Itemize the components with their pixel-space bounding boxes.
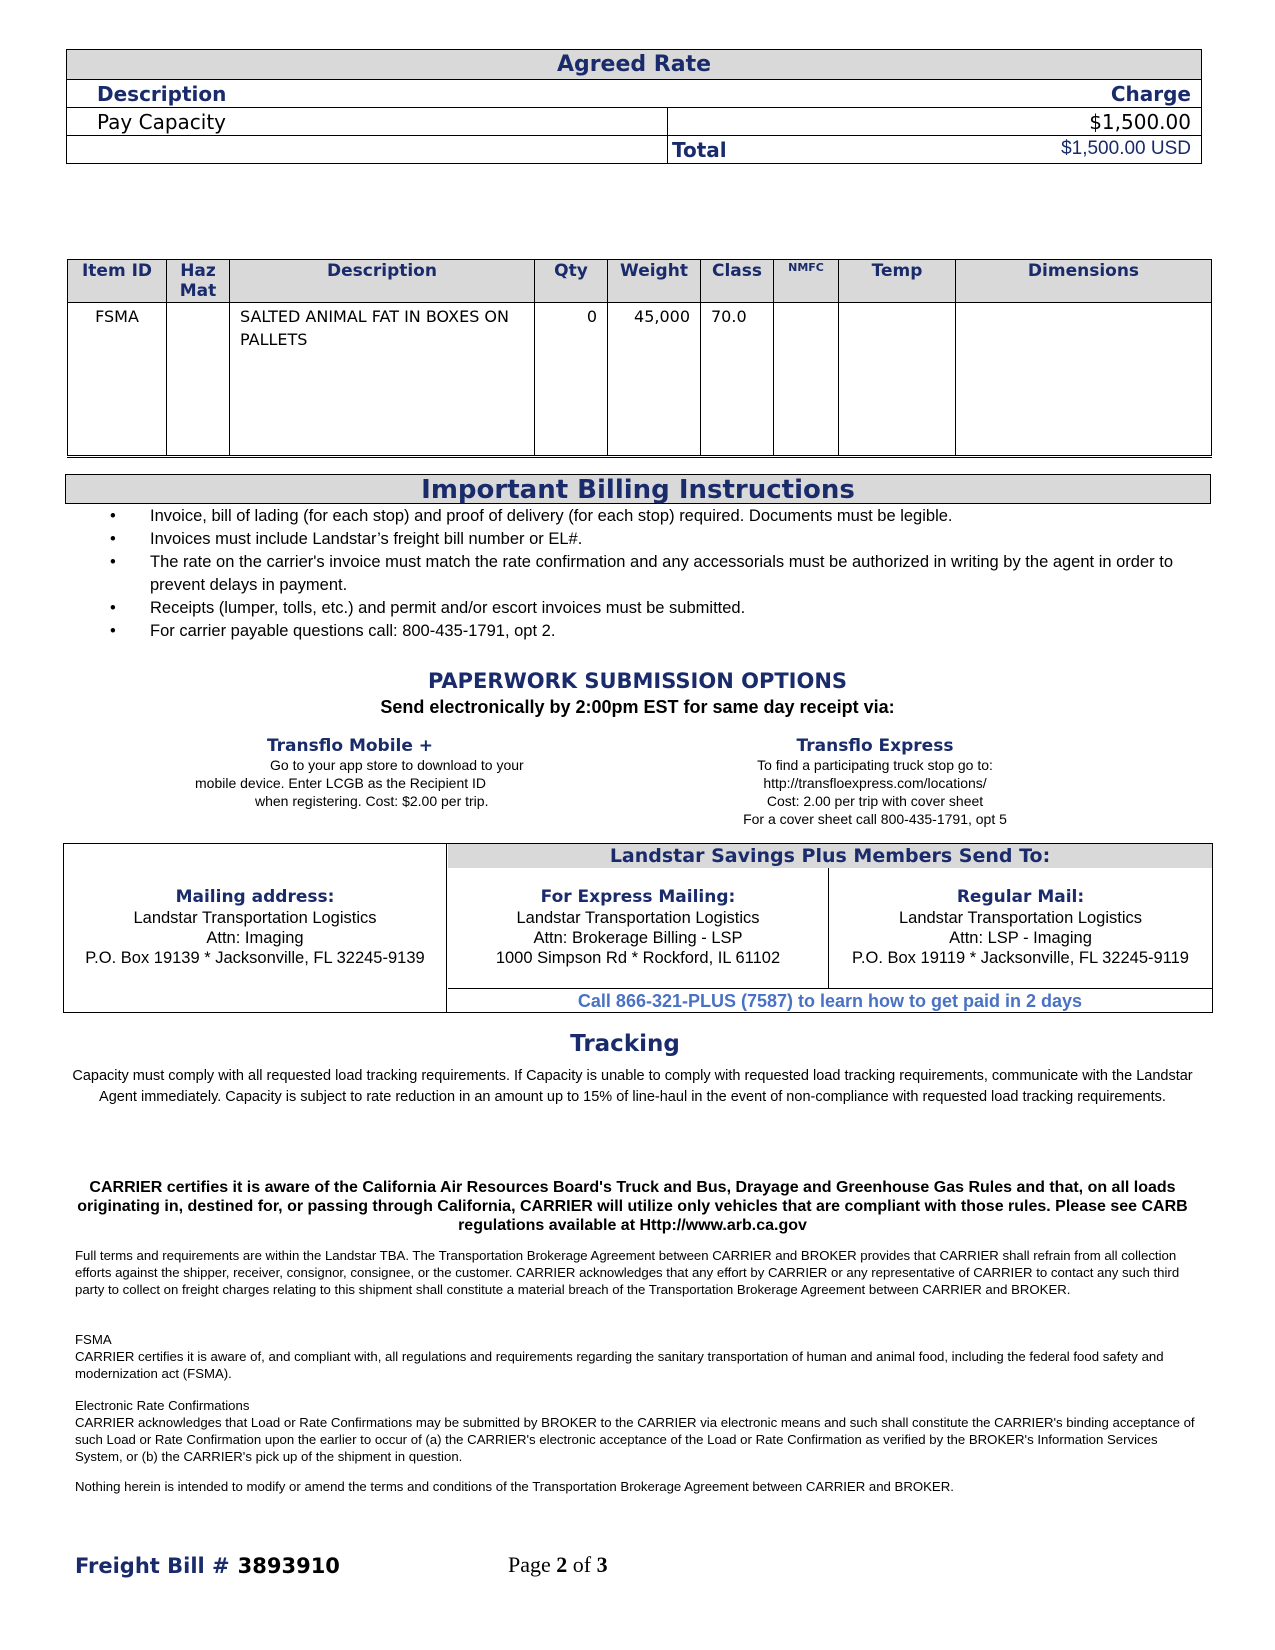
charge-header: Charge	[1110, 81, 1191, 106]
express-line: Cost: 2.00 per trip with cover sheet	[766, 793, 984, 809]
description-header: Description	[97, 81, 227, 106]
page-of: of	[572, 1552, 592, 1577]
cell-description: SALTED ANIMAL FAT IN BOXES ON PALLETS	[230, 303, 535, 457]
page-total: 3	[596, 1552, 608, 1577]
fsma-title: FSMA	[75, 1332, 112, 1347]
address-line: Landstar Transportation Logistics	[898, 909, 1143, 927]
paperwork-title: PAPERWORK SUBMISSION OPTIONS	[427, 669, 848, 693]
line-description: Pay Capacity	[67, 108, 668, 136]
line-charge: $1,500.00	[668, 108, 1202, 136]
nothing-herein-text: Nothing herein is intended to modify or amend the terms and conditions of the Transportation Brokerage Agreement between CARRIER and BROKER.	[75, 1479, 954, 1494]
freight-bill-number: 3893910	[237, 1554, 340, 1578]
col-description: Description	[230, 260, 535, 303]
erc-text: CARRIER acknowledges that Load or Rate Confirmations may be submitted by BROKER to the CARRIER via electronic means and such shall constitute the CARRIER's binding acceptance of such Load or Rate Confirmation upon the earlier to occur of (a) the CARRIER's electronic acceptance of the Load or Rate Confirmation as verified by the BROKER's Information Services System, or (b) the CARRIER's pick up of the shipment in question.	[75, 1415, 1195, 1464]
page-number	[508, 1552, 608, 1578]
cell-nmfc	[774, 303, 839, 457]
cell-weight: 45,000	[608, 303, 701, 457]
cell-item-id: FSMA	[68, 303, 167, 457]
total-value: $1,500.00 USD	[1061, 137, 1191, 159]
regular-mail-title: Regular Mail:	[956, 887, 1085, 907]
billing-list	[110, 505, 1180, 643]
list-item: • For carrier payable questions call: 800-435-1791, opt 2.	[110, 620, 1180, 643]
address-line: Attn: Brokerage Billing - LSP	[533, 929, 743, 947]
address-line: Landstar Transportation Logistics	[516, 909, 760, 927]
tracking-title: Tracking	[570, 1031, 680, 1057]
col-dimensions: Dimensions	[956, 260, 1212, 303]
billing-title: Important Billing Instructions	[65, 474, 1211, 504]
col-qty: Qty	[535, 260, 608, 303]
list-item: • Invoice, bill of lading (for each stop) and proof of delivery (for each stop) required. Documents must be legible.	[110, 505, 1180, 528]
col-temp: Temp	[839, 260, 956, 303]
express-mailing-title: For Express Mailing:	[540, 887, 736, 907]
cell-qty: 0	[535, 303, 608, 457]
transflo-express-title: Transflo Express	[796, 736, 954, 756]
transflo-express-block	[675, 736, 1075, 828]
list-item: • The rate on the carrier's invoice must match the rate confirmation and any accessorials must be authorized in writing by the agent in order to prevent delays in payment.	[110, 551, 1180, 597]
express-line: For a cover sheet call 800-435-1791, opt 5	[743, 811, 1007, 827]
cell-dimensions	[956, 303, 1212, 457]
agreed-rate-title: Agreed Rate	[67, 50, 1202, 80]
mobile-line: mobile device. Enter LCGB as the Recipient ID	[195, 775, 487, 791]
col-nmfc: NMFC	[774, 260, 839, 303]
address-line: P.O. Box 19139 * Jacksonville, FL 32245-9139	[85, 949, 425, 967]
page-word: Page	[508, 1552, 551, 1577]
tracking-text: Capacity must comply with all requested load tracking requirements. If Capacity is unable to comply with requested load tracking requirements, communicate with the Landstar Agent immediately. Capacity is subject to rate reduction in an amount up to 15% of line-haul in the event of non-compliance with requested load tracking requirements.	[72, 1068, 1193, 1105]
cell-temp	[839, 303, 956, 457]
address-line: 1000 Simpson Rd * Rockford, IL 61102	[495, 949, 781, 967]
col-item-id: Item ID	[68, 260, 167, 303]
address-line: Attn: Imaging	[206, 929, 304, 947]
freight-bill	[75, 1554, 340, 1578]
mailing-title: Mailing address:	[175, 887, 335, 907]
total-label: Total	[672, 137, 727, 162]
list-item: • Receipts (lumper, tolls, etc.) and permit and/or escort invoices must be submitted.	[110, 597, 1180, 620]
items-table	[67, 259, 1212, 458]
col-class: Class	[701, 260, 774, 303]
express-line: To find a participating truck stop go to:	[757, 757, 993, 773]
address-line: P.O. Box 19119 * Jacksonville, FL 32245-9119	[852, 949, 1189, 967]
paperwork-subtitle: Send electronically by 2:00pm EST for same day receipt via:	[380, 697, 895, 717]
mailing-address	[64, 844, 447, 1012]
lsp-header: Landstar Savings Plus Members Send To:	[448, 844, 1212, 868]
terms-text: Full terms and requirements are within the Landstar TBA. The Transportation Brokerage Agreement between CARRIER and BROKER provides that CARRIER shall refrain from all collection efforts against the shipper, receiver, consignor, consignee, or the customer. CARRIER acknowledges that any effort by CARRIER or any representative of CARRIER to contact any such third party to collect on freight charges relating to this shipment shall constitute a material breach of the Transportation Brokerage Agreement between CARRIER and BROKER.	[75, 1248, 1180, 1297]
fsma-text: CARRIER certifies it is aware of, and compliant with, all regulations and requirements regarding the sanitary transportation of human and animal food, including the federal food safety and modernization act (FSMA).	[75, 1349, 1164, 1381]
carb-notice: CARRIER certifies it is aware of the California Air Resources Board's Truck and Bus, Drayage and Greenhouse Gas Rules and that, on all loads originating in, destined for, or passing through California, CARRIER will utilize only vehicles that are compliant with those rules. Please see CARB regulations available at Http://www.arb.ca.gov	[77, 1179, 1188, 1234]
lsp-call-link[interactable]: Call 866-321-PLUS (7587) to learn how to get paid in 2 days	[448, 988, 1212, 1013]
mailing-box	[63, 843, 1213, 1013]
transflo-mobile-title: Transflo Mobile +	[266, 736, 434, 756]
agreed-rate-table	[66, 49, 1202, 164]
mobile-line: Go to your app store to download to your	[270, 757, 524, 773]
express-link[interactable]: http://transfloexpress.com/locations/	[763, 775, 987, 791]
address-line: Landstar Transportation Logistics	[133, 909, 377, 927]
page-current: 2	[556, 1552, 568, 1577]
cell-haz-mat	[167, 303, 230, 457]
erc-title: Electronic Rate Confirmations	[75, 1398, 250, 1413]
address-line: Attn: LSP - Imaging	[949, 929, 1092, 947]
col-haz-mat: Haz Mat	[167, 260, 230, 303]
col-weight: Weight	[608, 260, 701, 303]
cell-class: 70.0	[701, 303, 774, 457]
express-mailing	[448, 868, 829, 988]
mobile-line: when registering. Cost: $2.00 per trip.	[255, 793, 489, 809]
table-row	[68, 303, 1212, 457]
regular-mail	[829, 868, 1212, 988]
list-item: • Invoices must include Landstar’s freight bill number or EL#.	[110, 528, 1180, 551]
freight-bill-label: Freight Bill #	[75, 1554, 230, 1578]
transflo-mobile-block	[150, 736, 550, 810]
